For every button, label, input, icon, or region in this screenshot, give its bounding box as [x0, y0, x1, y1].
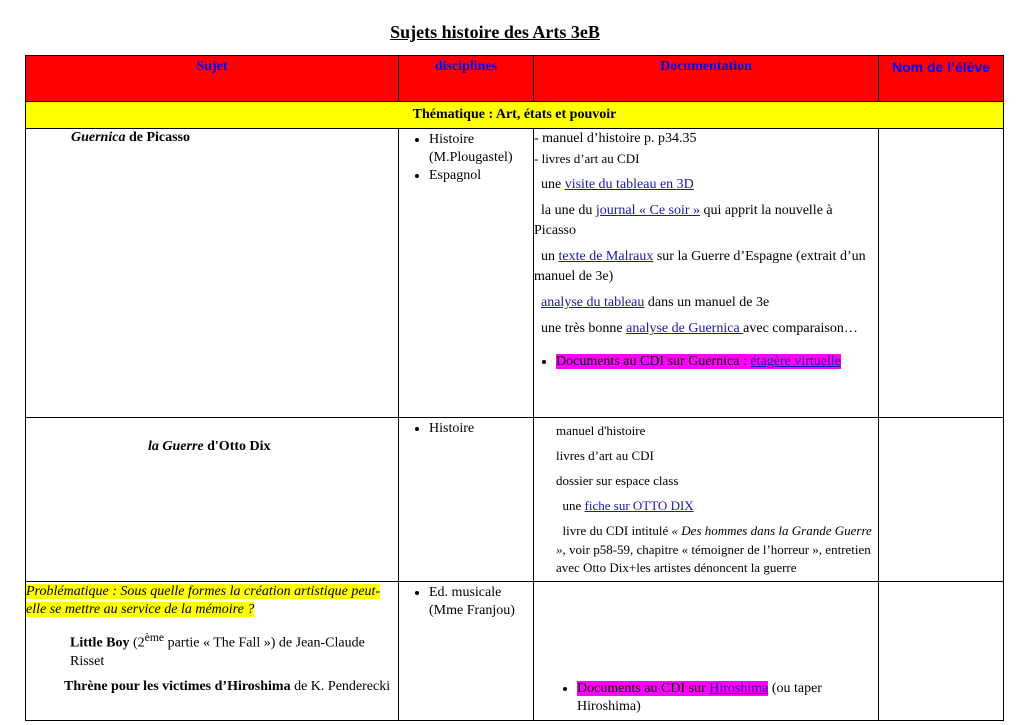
- col-header-documentation: Documentation: [534, 56, 879, 102]
- subject-title: [26, 671, 398, 696]
- disciplines-cell: [399, 129, 534, 418]
- doc-text: , voir p58-59, chapitre « témoigner de l’horreur », entretien avec Otto Dix+les artistes dénoncent la guerre: [556, 542, 871, 575]
- link-texte-malraux[interactable]: texte de Malraux: [558, 249, 654, 264]
- doc-text: un: [541, 249, 559, 264]
- theme-label: Thématique : Art, états et pouvoir: [26, 102, 1004, 129]
- subjects-table: [25, 55, 1004, 721]
- doc-line: [534, 247, 878, 287]
- table-row: [26, 582, 1004, 721]
- theme-row: [26, 102, 1004, 129]
- nom-cell: [879, 418, 1004, 582]
- discipline-item: • Histoire (M.Plougastel): [429, 131, 533, 167]
- table-row: [26, 418, 1004, 582]
- doc-text: Documents au CDI sur Guernica :: [556, 354, 751, 369]
- doc-text: livre du CDI intitulé: [562, 523, 672, 538]
- col-header-nom: Nom de l’élève: [879, 56, 1004, 102]
- doc-line: [534, 319, 878, 339]
- subject-title-rest: d'Otto Dix: [203, 439, 271, 454]
- doc-text: qui apprit la nouvelle à Picasso: [534, 203, 833, 238]
- subject-title-em: la Guerre: [148, 439, 204, 454]
- doc-line: [534, 175, 878, 195]
- nom-cell: [879, 582, 1004, 721]
- link-journal-ce-soir[interactable]: journal « Ce soir »: [595, 203, 701, 218]
- subject-title-rest: de Picasso: [125, 130, 191, 145]
- subject-cell: [26, 129, 399, 418]
- subject-title-em: Guernica: [71, 130, 126, 145]
- col-header-disciplines: disciplines: [399, 56, 534, 102]
- doc-line: [534, 201, 878, 241]
- subject-title-bold: Thrène pour les victimes d’Hiroshima: [64, 678, 291, 694]
- subject-cell: [26, 582, 399, 721]
- subject-title: [26, 619, 398, 671]
- doc-line: [534, 293, 878, 313]
- problematique-text: Problématique : Sous quelle formes la création artistique peut-elle se mettre au service de la mémoire ?: [26, 584, 381, 617]
- subject-cell: [26, 418, 399, 582]
- discipline-item: • Histoire: [429, 420, 533, 438]
- link-analyse-tableau[interactable]: analyse du tableau: [541, 295, 645, 310]
- subject-title-sup: ème: [144, 631, 165, 644]
- doc-text: la une du: [541, 203, 596, 218]
- disciplines-cell: [399, 418, 534, 582]
- doc-text: une très bonne: [541, 321, 627, 336]
- page-title: Sujets histoire des Arts 3eB: [390, 22, 600, 42]
- doc-line: manuel d'histoire: [556, 423, 646, 438]
- doc-line: - livres d’art au CDI: [534, 151, 640, 166]
- table-row: [26, 129, 1004, 418]
- doc-text: (ou taper Hiroshima): [577, 681, 822, 714]
- discipline-item: • Ed. musicale (Mme Franjou): [429, 584, 533, 620]
- documentation-cell: [534, 418, 879, 582]
- doc-text: Documents au CDI sur: [577, 681, 710, 696]
- doc-text: une: [541, 177, 565, 192]
- link-analyse-guernica[interactable]: analyse de Guernica: [626, 321, 744, 336]
- doc-text: une: [562, 498, 585, 513]
- doc-line: dossier sur espace class: [556, 473, 679, 488]
- table-header-row: [26, 56, 1004, 102]
- doc-text: sur la Guerre d’Espagne (extrait d’un manuel de 3e): [534, 249, 866, 284]
- subject-title-bold: Little Boy: [70, 635, 130, 651]
- doc-line: - manuel d’histoire p. p34.35: [534, 131, 697, 146]
- doc-bullet: [577, 680, 878, 716]
- doc-line: livres d’art au CDI: [556, 448, 654, 463]
- doc-text: avec comparaison…: [743, 321, 858, 336]
- doc-line: [556, 519, 878, 577]
- subject-title-rest: partie « The Fall ») de Jean-Claude Risset: [70, 635, 365, 669]
- documentation-cell: [534, 129, 879, 418]
- subject-title-rest: de K. Penderecki: [290, 678, 391, 694]
- col-header-sujet: Sujet: [26, 56, 399, 102]
- doc-bullet: [556, 353, 878, 371]
- subject-title: [26, 418, 398, 455]
- subject-title-rest: (2: [129, 635, 145, 651]
- doc-line: [556, 493, 878, 519]
- link-hiroshima[interactable]: Hiroshima: [709, 681, 769, 696]
- problematique: [26, 582, 398, 619]
- doc-text: dans un manuel de 3e: [644, 295, 770, 310]
- discipline-item: • Espagnol: [429, 167, 533, 185]
- documentation-cell: [534, 582, 879, 721]
- link-etagere-virtuelle[interactable]: étagère virtuelle: [750, 354, 841, 369]
- doc-book-title: « Des hommes dans la Grande Guerre »: [556, 523, 872, 557]
- link-visite-3d[interactable]: visite du tableau en 3D: [564, 177, 694, 192]
- disciplines-cell: [399, 582, 534, 721]
- subject-title: [26, 129, 398, 146]
- link-fiche-otto-dix[interactable]: fiche sur OTTO DIX: [584, 498, 694, 513]
- nom-cell: [879, 129, 1004, 418]
